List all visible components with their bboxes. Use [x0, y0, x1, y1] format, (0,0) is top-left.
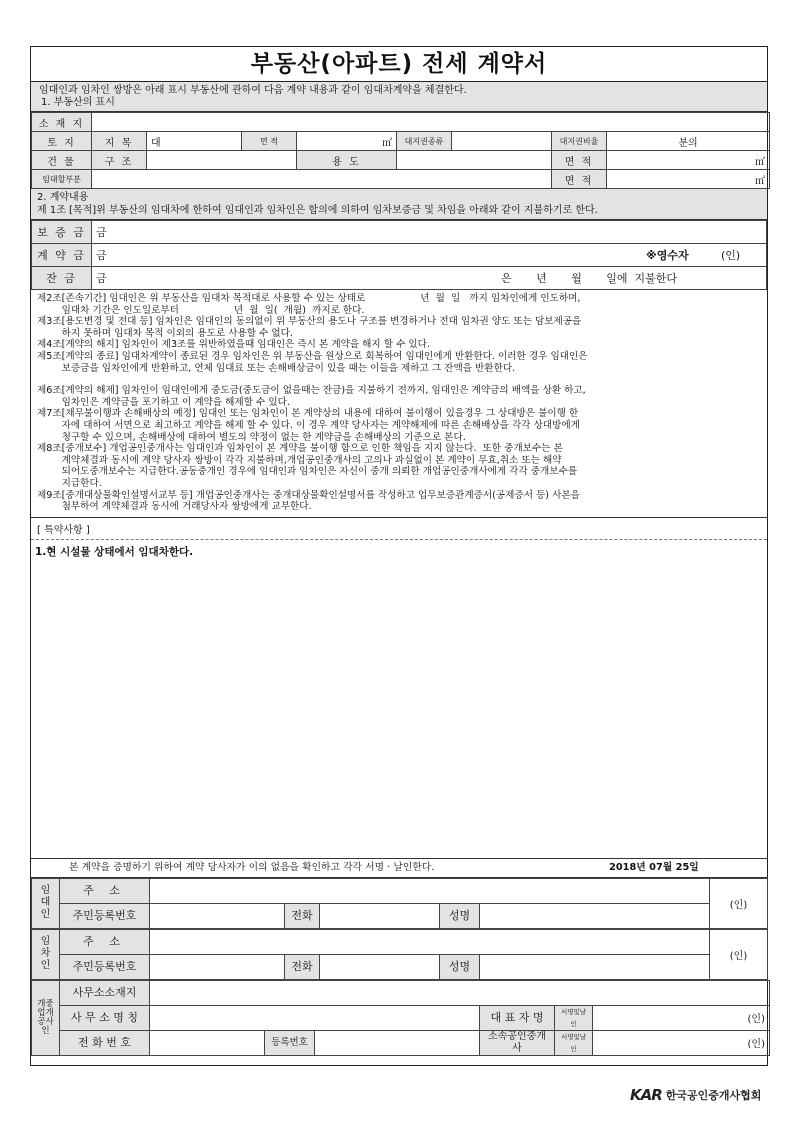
category-value[interactable]: 대 [147, 132, 242, 151]
building-area-field[interactable] [607, 151, 770, 170]
clause-text: [계약의 해지] 임차인이 제3조를 위반하였을때 임대인은 즉시 본 계약을 해지 할 수 있다. [61, 339, 430, 351]
balance-field[interactable] [92, 267, 767, 290]
agent-office-name-label: 사 무 소 명 칭 [60, 1005, 150, 1030]
lessee-role: 임차인 [32, 929, 60, 979]
clause-row [37, 443, 761, 489]
lease-part-field[interactable] [92, 170, 552, 189]
lessee-phone-field[interactable] [320, 954, 440, 979]
clause-row [37, 490, 761, 513]
agent-office-addr-field[interactable] [150, 980, 770, 1005]
confirmation-line [31, 859, 767, 878]
lease-area-field[interactable] [607, 170, 770, 189]
clause-text: [중개대상물확인설명서교부 등] 개업공인중개사는 중개대상물확인설명서를 작성하고 업무보증관계증서(공제증서 등) 사본을 첨부하여 계약체결과 동시에 거래당사자 쌍방에게 교부한다. [61, 489, 580, 513]
lessor-phone-field[interactable] [320, 903, 440, 928]
category-label: 지 목 [92, 132, 147, 151]
lessor-id-field[interactable] [150, 903, 285, 928]
building-label: 건 물 [32, 151, 92, 170]
lessee-id-field[interactable] [150, 954, 285, 979]
land-right-ratio-label: 대지권비율 [552, 132, 607, 151]
lessor-seal: (인) [710, 878, 768, 928]
land-right-type-label: 대지권종류 [397, 132, 452, 151]
lessor-addr-label: 주 소 [60, 878, 150, 903]
intro-section [31, 82, 767, 112]
structure-field[interactable] [147, 151, 297, 170]
association-logo [630, 1085, 770, 1105]
clause-text: [채무불이행과 손해배상의 예정] 임대인 또는 임차인이 본 계약상의 내용에 대하여 불이행이 있을경우 그 상대방은 불이행 한 자에 대하여 서면으로 최고하고 계약을 해제 할 수 있다. 이 경우 계약 당사자는 계약해제에 따른 손해배상을 각각 상대방에게 청구할 수 있으며, 손해배상에 대하여 별도의 약정이 없는 한 계약금을 손해배상의 기준으로 본다. [61, 408, 580, 443]
land-right-type-field[interactable] [452, 132, 552, 151]
land-area-field[interactable] [297, 132, 397, 151]
clause-text: [중개보수] 개업공인중개사는 임대인과 임차인이 본 계약을 불이행 함으로 인한 책임을 지지 않는다. 또한 중개보수는 본 계약체결과 동시에 계약 당사자 쌍방이 각각 지불하며,개업공인중개사의 고의나 과실없이 본 계약이 무효,취소 또는 해약 되어도중개보수는 지급한다.공동중개인 경우에 임대인과 임차인은 자신이 중개 의뢰한 개업공인중개사에게 각각 중개보수를 지급한다. [61, 443, 578, 489]
lease-area-label: 면 적 [552, 170, 607, 189]
clause-number: 제8조 [37, 443, 62, 455]
land-right-ratio-field[interactable] [607, 132, 770, 151]
payment-table [31, 220, 767, 290]
clause-number: 제5조 [37, 350, 62, 362]
clause-number: 제7조 [37, 408, 62, 420]
lessee-id-label: 주민등록번호 [60, 954, 150, 979]
section2 [31, 189, 767, 220]
clause1-text: 제 1조 [목적]위 부동산의 임대차에 한하여 임대인과 임차인은 합의에 의하여 임차보증금 및 차임을 아래와 같이 지불하기로 한다. [37, 205, 598, 216]
special-terms-header: [ 특약사항 ] [31, 518, 767, 540]
agent-tel-field[interactable] [150, 1030, 265, 1055]
clause-number: 제3조 [37, 316, 62, 328]
kar-logo-icon: KAR [630, 1086, 662, 1104]
lessor-table [31, 878, 768, 929]
deposit-field[interactable]: 금 [92, 221, 767, 244]
ratio-suffix: 분의 [678, 137, 698, 149]
clause-row [37, 339, 761, 351]
down-payment-label: 계 약 금 [32, 244, 92, 267]
special-terms[interactable] [31, 518, 767, 859]
unit-m2: ㎡ [382, 137, 392, 149]
lease-part-label: 임대할부분 [32, 170, 92, 189]
lessee-name-label: 성명 [440, 954, 480, 979]
association-name: 한국공인중개사협회 [665, 1089, 762, 1102]
agent-broker-sign-label: 서명및날인 [555, 1030, 593, 1055]
down-payment-value: 금 [96, 249, 107, 262]
clause-row [37, 293, 761, 316]
agent-table [31, 980, 770, 1056]
building-area-label: 면 적 [552, 151, 607, 170]
clause-row [37, 351, 761, 374]
location-label: 소 재 지 [32, 113, 92, 132]
balance-value: 금 [96, 272, 107, 285]
receipt-seal: (인) [721, 249, 741, 262]
lessor-name-label: 성명 [440, 903, 480, 928]
agent-role: 개중업개공사인 [32, 980, 60, 1055]
clause-number: 제4조 [37, 339, 62, 351]
use-label: 용 도 [297, 151, 397, 170]
clause-text: [계약의 해제] 임차인이 임대인에게 중도금(중도금이 없을때는 잔금)을 지불하기 전까지, 임대인은 계약금의 배액을 상환 하고, 임차인은 계약금을 포기하고 이 계약을 해제할 수 있다. [61, 385, 586, 408]
unit-m2: ㎡ [755, 156, 765, 168]
agent-reg-field[interactable] [315, 1030, 480, 1055]
agent-rep-seal[interactable]: (인) [593, 1005, 770, 1030]
clause-number: 제6조 [37, 385, 62, 397]
lessor-phone-label: 전화 [285, 903, 320, 928]
lessee-table [31, 929, 768, 980]
lessee-addr-label: 주 소 [60, 929, 150, 954]
clause-row [37, 316, 761, 339]
agent-reg-label: 등록번호 [265, 1030, 315, 1055]
contract-form [30, 46, 768, 1066]
lessee-addr-field[interactable] [150, 929, 710, 954]
balance-label: 잔 금 [32, 267, 92, 290]
agent-broker-label: 소속공인중개사 [480, 1030, 555, 1055]
clause-gap [37, 374, 761, 385]
agent-office-name-field[interactable] [150, 1005, 480, 1030]
lessee-seal: (인) [710, 929, 768, 979]
clause-row [37, 408, 761, 443]
clause-text: [계약의 종료] 임대차계약이 종료된 경우 임차인은 위 부동산을 원상으로 회복하여 임대인에게 반환한다. 이러한 경우 임대인은 보증금을 임차인에게 반환하고, 연체 임대료 또는 손해배상금이 있을 때는 이들을 제하고 그 잔액을 반환한다. [61, 350, 588, 374]
agent-office-addr-label: 사무소소재지 [60, 980, 150, 1005]
deposit-label: 보 증 금 [32, 221, 92, 244]
unit-m2: ㎡ [755, 175, 765, 187]
document-title: 부동산(아파트) 전세 계약서 [31, 47, 767, 82]
structure-label: 구 조 [92, 151, 147, 170]
clause-row [37, 385, 761, 408]
receipt-label: ※영수자 [646, 249, 689, 262]
agent-tel-label: 전 화 번 호 [60, 1030, 150, 1055]
clause-text: [용도변경 및 전대 등] 임차인은 임대인의 동의없이 위 부동산의 용도나 구조를 변경하거나 전대 임차권 양도 또는 담보제공을 하지 못하며 임대차 목적 이외의 용도로 사용할 수 없다. [61, 316, 582, 339]
lessor-role: 임대인 [32, 878, 60, 928]
location-field[interactable] [92, 113, 770, 132]
use-field[interactable] [397, 151, 552, 170]
clause-text: [존속기간] 임대인은 위 부동산을 임대차 목적대로 사용할 수 있는 상태로 년 월 일 까지 임차인에게 인도하며, 임대차 기간은 인도일로부터 년 월 일( 개월) 까지로 한다. [61, 293, 581, 316]
land-area-label: 면 적 [242, 132, 297, 151]
land-label: 토 지 [32, 132, 92, 151]
section2-heading: 2. 계약내용 [37, 192, 89, 203]
property-table [31, 112, 770, 189]
agent-sign-label: 서명및날인 [555, 1005, 593, 1030]
section1-heading: 1. 부동산의 표시 [41, 97, 115, 108]
contract-date: 2018년 07월 25일 [609, 861, 699, 873]
intro-text: 임대인과 임차인 쌍방은 아래 표시 부동산에 관하여 다음 계약 내용과 같이 임대차계약을 체결한다. [39, 85, 467, 96]
clause-number: 제2조 [37, 293, 62, 304]
lessee-phone-label: 전화 [285, 954, 320, 979]
down-payment-field[interactable] [92, 244, 767, 267]
special-terms-text: 1.현 시설물 상태에서 임대차한다. [35, 545, 194, 558]
lessor-addr-field[interactable] [150, 878, 710, 903]
lessor-id-label: 주민등록번호 [60, 903, 150, 928]
confirmation-text: 본 계약을 증명하기 위하여 계약 당사자가 이의 없음을 확인하고 각각 서명 · 날인한다. [69, 861, 435, 873]
lessee-name-field[interactable] [480, 954, 710, 979]
agent-broker-seal[interactable]: (인) [593, 1030, 770, 1055]
clause-number: 제9조 [37, 489, 62, 501]
agent-rep-label: 대 표 자 명 [480, 1005, 555, 1030]
balance-date: 은 년 월 일에 지불한다 [501, 272, 678, 285]
clauses [31, 290, 767, 518]
lessor-name-field[interactable] [480, 903, 710, 928]
